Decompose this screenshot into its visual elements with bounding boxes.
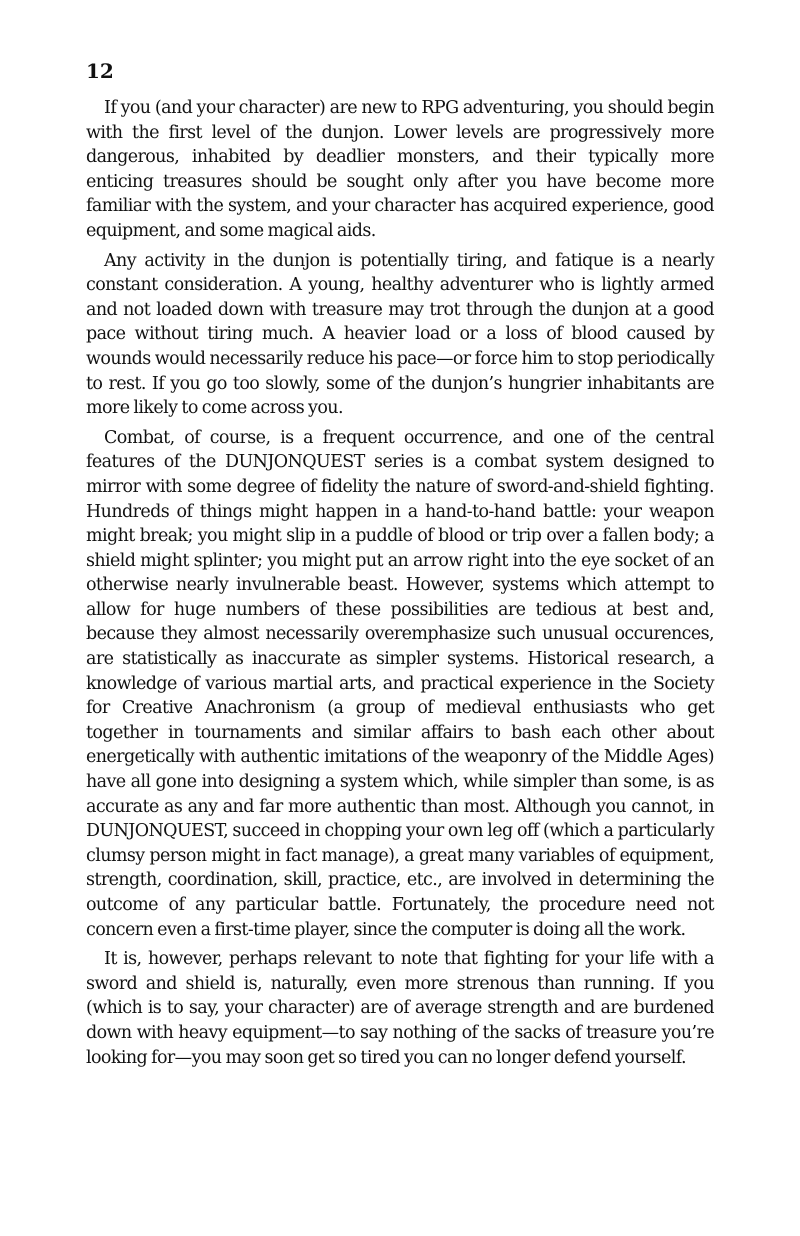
body-text [86,96,714,1070]
document-page [86,58,714,1070]
paragraph-3: Combat, of course, is a frequent occurrence, and one of the central features of the DUNJONQUEST series is a combat system designed to mirror with some degree of fidelity the nature of sword-and-shield fighting. Hundreds of things might happen in a hand-to-hand battle: your weapon might break; you might slip in a puddle of blood or trip over a fallen body; a shield might splinter; you might put an arrow right into the eye socket of an otherwise nearly invulnerable beast. However, systems which attempt to allow for huge numbers of these possibilities are tedious at best and, because they almost necessarily overemphasize such unusual occurences, are statistically as inaccurate as simpler systems. Historical research, a knowledge of various martial arts, and practical experience in the Society for Creative Anachronism (a group of medieval enthusiasts who get together in tournaments and similar affairs to bash each other about energetically with authentic imitations of the weaponry of the Middle Ages) have all gone into designing a system which, while simpler than some, is as accurate as any and far more authentic than most. Although you cannot, in DUNJONQUEST, succeed in chopping your own leg off (which a particularly clumsy person might in fact manage), a great many variables of equipment, strength, coordination, skill, practice, etc., are involved in determining the outcome of any particular battle. Fortunately, the procedure need not concern even a first-time player, since the computer is doing all the work. [86,427,714,940]
paragraph-4: It is, however, perhaps relevant to note that fighting for your life with a sword and shield is, naturally, even more strenous than running. If you (which is to say, your character) are of average strength and are burdened down with heavy equipment—to say nothing of the sacks of treasure you’re looking for—you may soon get so tired you can no longer defend yourself. [86,949,714,1068]
paragraph-1: If you (and your character) are new to RPG adventuring, you should begin with the first level of the dunjon. Lower levels are progressively more dangerous, inhabited by deadlier monsters, and their typically more enticing treasures should be sought only after you have become more familiar with the system, and your character has acquired experience, good equipment, and some magical aids. [86,98,714,241]
paragraph-2: Any activity in the dunjon is potentially tiring, and fatique is a nearly constant consideration. A young, healthy adventurer who is lightly armed and not loaded down with treasure may trot through the dunjon at a good pace without tiring much. A heavier load or a loss of blood caused by wounds would necessarily reduce his pace—or force him to stop periodically to rest. If you go too slowly, some of the dunjon’s hungrier inhabitants are more likely to come across you. [86,250,714,419]
page-number: 12 [86,59,114,83]
